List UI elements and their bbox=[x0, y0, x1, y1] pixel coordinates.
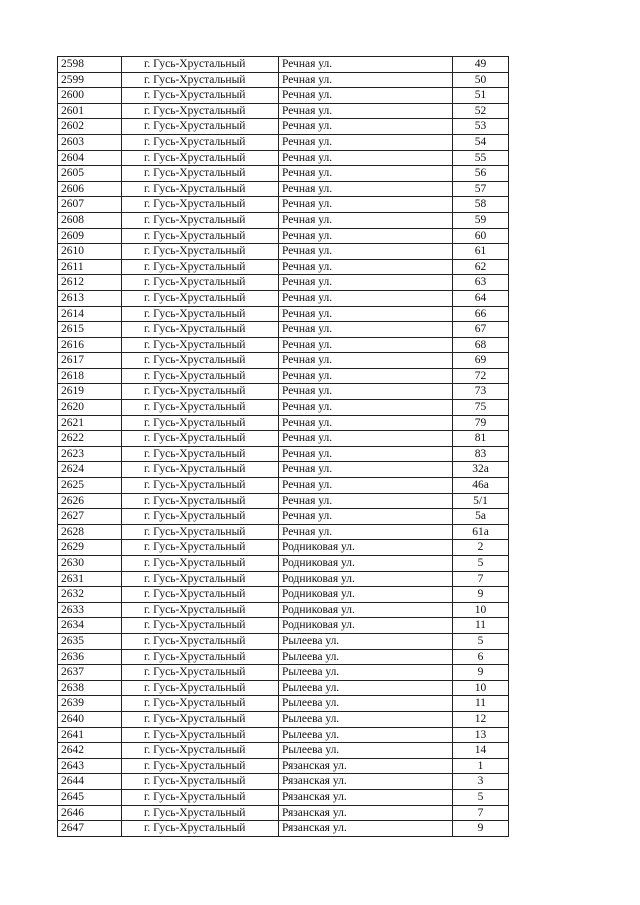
record-number-cell: 2622 bbox=[58, 431, 122, 447]
table-row bbox=[58, 524, 509, 540]
city-cell: г. Гусь-Хрустальный bbox=[122, 212, 279, 228]
table-row bbox=[58, 306, 509, 322]
street-cell: Речная ул. bbox=[279, 353, 453, 369]
street-cell: Речная ул. bbox=[279, 88, 453, 104]
city-cell: г. Гусь-Хрустальный bbox=[122, 758, 279, 774]
street-cell: Рылеева ул. bbox=[279, 711, 453, 727]
record-number-cell: 2605 bbox=[58, 166, 122, 182]
street-cell: Речная ул. bbox=[279, 337, 453, 353]
city-cell: г. Гусь-Хрустальный bbox=[122, 462, 279, 478]
street-cell: Речная ул. bbox=[279, 446, 453, 462]
table-row bbox=[58, 540, 509, 556]
table-row bbox=[58, 228, 509, 244]
city-cell: г. Гусь-Хрустальный bbox=[122, 57, 279, 73]
city-cell: г. Гусь-Хрустальный bbox=[122, 353, 279, 369]
record-number-cell: 2609 bbox=[58, 228, 122, 244]
city-cell: г. Гусь-Хрустальный bbox=[122, 540, 279, 556]
record-number-cell: 2643 bbox=[58, 758, 122, 774]
city-cell: г. Гусь-Хрустальный bbox=[122, 727, 279, 743]
table-row bbox=[58, 587, 509, 603]
street-cell: Речная ул. bbox=[279, 462, 453, 478]
city-cell: г. Гусь-Хрустальный bbox=[122, 665, 279, 681]
table-row bbox=[58, 353, 509, 369]
city-cell: г. Гусь-Хрустальный bbox=[122, 72, 279, 88]
record-number-cell: 2625 bbox=[58, 478, 122, 494]
table-row bbox=[58, 478, 509, 494]
city-cell: г. Гусь-Хрустальный bbox=[122, 197, 279, 213]
table-row bbox=[58, 103, 509, 119]
house-number-cell: 5/1 bbox=[453, 493, 509, 509]
city-cell: г. Гусь-Хрустальный bbox=[122, 337, 279, 353]
house-number-cell: 69 bbox=[453, 353, 509, 369]
record-number-cell: 2623 bbox=[58, 446, 122, 462]
street-cell: Речная ул. bbox=[279, 478, 453, 494]
record-number-cell: 2638 bbox=[58, 680, 122, 696]
city-cell: г. Гусь-Хрустальный bbox=[122, 587, 279, 603]
table-row bbox=[58, 166, 509, 182]
street-cell: Речная ул. bbox=[279, 290, 453, 306]
house-number-cell: 56 bbox=[453, 166, 509, 182]
table-row bbox=[58, 774, 509, 790]
house-number-cell: 64 bbox=[453, 290, 509, 306]
record-number-cell: 2644 bbox=[58, 774, 122, 790]
city-cell: г. Гусь-Хрустальный bbox=[122, 290, 279, 306]
city-cell: г. Гусь-Хрустальный bbox=[122, 415, 279, 431]
house-number-cell: 11 bbox=[453, 696, 509, 712]
house-number-cell: 72 bbox=[453, 368, 509, 384]
record-number-cell: 2612 bbox=[58, 275, 122, 291]
house-number-cell: 9 bbox=[453, 665, 509, 681]
table-row bbox=[58, 446, 509, 462]
house-number-cell: 57 bbox=[453, 181, 509, 197]
table-row bbox=[58, 134, 509, 150]
street-cell: Родниковая ул. bbox=[279, 587, 453, 603]
record-number-cell: 2606 bbox=[58, 181, 122, 197]
street-cell: Речная ул. bbox=[279, 431, 453, 447]
street-cell: Речная ул. bbox=[279, 524, 453, 540]
street-cell: Речная ул. bbox=[279, 181, 453, 197]
table-row bbox=[58, 805, 509, 821]
record-number-cell: 2618 bbox=[58, 368, 122, 384]
table-row bbox=[58, 181, 509, 197]
house-number-cell: 3 bbox=[453, 774, 509, 790]
house-number-cell: 51 bbox=[453, 88, 509, 104]
house-number-cell: 7 bbox=[453, 571, 509, 587]
city-cell: г. Гусь-Хрустальный bbox=[122, 88, 279, 104]
record-number-cell: 2639 bbox=[58, 696, 122, 712]
city-cell: г. Гусь-Хрустальный bbox=[122, 789, 279, 805]
street-cell: Рылеева ул. bbox=[279, 665, 453, 681]
house-number-cell: 60 bbox=[453, 228, 509, 244]
city-cell: г. Гусь-Хрустальный bbox=[122, 119, 279, 135]
street-cell: Речная ул. bbox=[279, 212, 453, 228]
city-cell: г. Гусь-Хрустальный bbox=[122, 446, 279, 462]
record-number-cell: 2624 bbox=[58, 462, 122, 478]
street-cell: Рылеева ул. bbox=[279, 680, 453, 696]
record-number-cell: 2610 bbox=[58, 244, 122, 260]
street-cell: Рязанская ул. bbox=[279, 805, 453, 821]
record-number-cell: 2636 bbox=[58, 649, 122, 665]
table-row bbox=[58, 150, 509, 166]
record-number-cell: 2620 bbox=[58, 400, 122, 416]
table-row bbox=[58, 400, 509, 416]
street-cell: Рылеева ул. bbox=[279, 727, 453, 743]
table-row bbox=[58, 322, 509, 338]
street-cell: Рязанская ул. bbox=[279, 821, 453, 837]
record-number-cell: 2633 bbox=[58, 602, 122, 618]
table-row bbox=[58, 290, 509, 306]
record-number-cell: 2611 bbox=[58, 259, 122, 275]
table-row bbox=[58, 556, 509, 572]
record-number-cell: 2635 bbox=[58, 633, 122, 649]
table-row bbox=[58, 743, 509, 759]
street-cell: Родниковая ул. bbox=[279, 602, 453, 618]
street-cell: Речная ул. bbox=[279, 57, 453, 73]
house-number-cell: 11 bbox=[453, 618, 509, 634]
table-row bbox=[58, 696, 509, 712]
street-cell: Речная ул. bbox=[279, 197, 453, 213]
table-row bbox=[58, 711, 509, 727]
street-cell: Речная ул. bbox=[279, 72, 453, 88]
table-row bbox=[58, 368, 509, 384]
record-number-cell: 2629 bbox=[58, 540, 122, 556]
street-cell: Рязанская ул. bbox=[279, 758, 453, 774]
city-cell: г. Гусь-Хрустальный bbox=[122, 696, 279, 712]
house-number-cell: 9 bbox=[453, 587, 509, 603]
table-row bbox=[58, 602, 509, 618]
table-row bbox=[58, 72, 509, 88]
house-number-cell: 10 bbox=[453, 602, 509, 618]
street-cell: Речная ул. bbox=[279, 275, 453, 291]
city-cell: г. Гусь-Хрустальный bbox=[122, 821, 279, 837]
city-cell: г. Гусь-Хрустальный bbox=[122, 649, 279, 665]
record-number-cell: 2641 bbox=[58, 727, 122, 743]
house-number-cell: 58 bbox=[453, 197, 509, 213]
table-row bbox=[58, 509, 509, 525]
house-number-cell: 61 bbox=[453, 244, 509, 260]
table-row bbox=[58, 571, 509, 587]
house-number-cell: 6 bbox=[453, 649, 509, 665]
city-cell: г. Гусь-Хрустальный bbox=[122, 322, 279, 338]
street-cell: Рязанская ул. bbox=[279, 789, 453, 805]
street-cell: Речная ул. bbox=[279, 384, 453, 400]
city-cell: г. Гусь-Хрустальный bbox=[122, 400, 279, 416]
record-number-cell: 2603 bbox=[58, 134, 122, 150]
street-cell: Речная ул. bbox=[279, 415, 453, 431]
city-cell: г. Гусь-Хрустальный bbox=[122, 524, 279, 540]
street-cell: Речная ул. bbox=[279, 509, 453, 525]
house-number-cell: 49 bbox=[453, 57, 509, 73]
table-row bbox=[58, 727, 509, 743]
record-number-cell: 2634 bbox=[58, 618, 122, 634]
street-cell: Речная ул. bbox=[279, 228, 453, 244]
street-cell: Рылеева ул. bbox=[279, 743, 453, 759]
record-number-cell: 2600 bbox=[58, 88, 122, 104]
record-number-cell: 2637 bbox=[58, 665, 122, 681]
city-cell: г. Гусь-Хрустальный bbox=[122, 166, 279, 182]
city-cell: г. Гусь-Хрустальный bbox=[122, 181, 279, 197]
record-number-cell: 2628 bbox=[58, 524, 122, 540]
city-cell: г. Гусь-Хрустальный bbox=[122, 150, 279, 166]
table-row bbox=[58, 197, 509, 213]
city-cell: г. Гусь-Хрустальный bbox=[122, 633, 279, 649]
record-number-cell: 2632 bbox=[58, 587, 122, 603]
house-number-cell: 62 bbox=[453, 259, 509, 275]
street-cell: Рязанская ул. bbox=[279, 774, 453, 790]
table-row bbox=[58, 275, 509, 291]
house-number-cell: 63 bbox=[453, 275, 509, 291]
record-number-cell: 2645 bbox=[58, 789, 122, 805]
house-number-cell: 55 bbox=[453, 150, 509, 166]
street-cell: Речная ул. bbox=[279, 119, 453, 135]
city-cell: г. Гусь-Хрустальный bbox=[122, 275, 279, 291]
table-row bbox=[58, 337, 509, 353]
street-cell: Родниковая ул. bbox=[279, 540, 453, 556]
street-cell: Речная ул. bbox=[279, 493, 453, 509]
address-table bbox=[57, 56, 509, 837]
house-number-cell: 13 bbox=[453, 727, 509, 743]
record-number-cell: 2626 bbox=[58, 493, 122, 509]
street-cell: Речная ул. bbox=[279, 306, 453, 322]
record-number-cell: 2615 bbox=[58, 322, 122, 338]
record-number-cell: 2621 bbox=[58, 415, 122, 431]
record-number-cell: 2616 bbox=[58, 337, 122, 353]
house-number-cell: 1 bbox=[453, 758, 509, 774]
street-cell: Речная ул. bbox=[279, 134, 453, 150]
city-cell: г. Гусь-Хрустальный bbox=[122, 368, 279, 384]
house-number-cell: 75 bbox=[453, 400, 509, 416]
city-cell: г. Гусь-Хрустальный bbox=[122, 384, 279, 400]
house-number-cell: 7 bbox=[453, 805, 509, 821]
record-number-cell: 2598 bbox=[58, 57, 122, 73]
house-number-cell: 66 bbox=[453, 306, 509, 322]
street-cell: Речная ул. bbox=[279, 400, 453, 416]
table-row bbox=[58, 212, 509, 228]
street-cell: Речная ул. bbox=[279, 166, 453, 182]
house-number-cell: 5 bbox=[453, 633, 509, 649]
house-number-cell: 59 bbox=[453, 212, 509, 228]
city-cell: г. Гусь-Хрустальный bbox=[122, 306, 279, 322]
house-number-cell: 79 bbox=[453, 415, 509, 431]
city-cell: г. Гусь-Хрустальный bbox=[122, 774, 279, 790]
house-number-cell: 5а bbox=[453, 509, 509, 525]
house-number-cell: 46а bbox=[453, 478, 509, 494]
city-cell: г. Гусь-Хрустальный bbox=[122, 602, 279, 618]
street-cell: Родниковая ул. bbox=[279, 571, 453, 587]
table-row bbox=[58, 665, 509, 681]
record-number-cell: 2608 bbox=[58, 212, 122, 228]
house-number-cell: 50 bbox=[453, 72, 509, 88]
street-cell: Речная ул. bbox=[279, 322, 453, 338]
city-cell: г. Гусь-Хрустальный bbox=[122, 743, 279, 759]
city-cell: г. Гусь-Хрустальный bbox=[122, 134, 279, 150]
house-number-cell: 12 bbox=[453, 711, 509, 727]
record-number-cell: 2617 bbox=[58, 353, 122, 369]
table-row bbox=[58, 384, 509, 400]
record-number-cell: 2631 bbox=[58, 571, 122, 587]
record-number-cell: 2602 bbox=[58, 119, 122, 135]
table-row bbox=[58, 649, 509, 665]
city-cell: г. Гусь-Хрустальный bbox=[122, 478, 279, 494]
house-number-cell: 5 bbox=[453, 556, 509, 572]
address-table-body bbox=[58, 57, 509, 837]
record-number-cell: 2607 bbox=[58, 197, 122, 213]
house-number-cell: 54 bbox=[453, 134, 509, 150]
table-row bbox=[58, 633, 509, 649]
record-number-cell: 2630 bbox=[58, 556, 122, 572]
house-number-cell: 53 bbox=[453, 119, 509, 135]
house-number-cell: 67 bbox=[453, 322, 509, 338]
house-number-cell: 10 bbox=[453, 680, 509, 696]
house-number-cell: 32а bbox=[453, 462, 509, 478]
record-number-cell: 2599 bbox=[58, 72, 122, 88]
record-number-cell: 2627 bbox=[58, 509, 122, 525]
street-cell: Речная ул. bbox=[279, 259, 453, 275]
city-cell: г. Гусь-Хрустальный bbox=[122, 228, 279, 244]
table-row bbox=[58, 758, 509, 774]
house-number-cell: 9 bbox=[453, 821, 509, 837]
table-row bbox=[58, 244, 509, 260]
record-number-cell: 2647 bbox=[58, 821, 122, 837]
street-cell: Речная ул. bbox=[279, 244, 453, 260]
house-number-cell: 68 bbox=[453, 337, 509, 353]
table-row bbox=[58, 119, 509, 135]
city-cell: г. Гусь-Хрустальный bbox=[122, 493, 279, 509]
table-row bbox=[58, 57, 509, 73]
table-row bbox=[58, 431, 509, 447]
record-number-cell: 2646 bbox=[58, 805, 122, 821]
table-row bbox=[58, 259, 509, 275]
street-cell: Речная ул. bbox=[279, 103, 453, 119]
house-number-cell: 83 bbox=[453, 446, 509, 462]
street-cell: Родниковая ул. bbox=[279, 618, 453, 634]
city-cell: г. Гусь-Хрустальный bbox=[122, 244, 279, 260]
street-cell: Рылеева ул. bbox=[279, 649, 453, 665]
table-row bbox=[58, 618, 509, 634]
street-cell: Рылеева ул. bbox=[279, 696, 453, 712]
house-number-cell: 14 bbox=[453, 743, 509, 759]
city-cell: г. Гусь-Хрустальный bbox=[122, 680, 279, 696]
record-number-cell: 2619 bbox=[58, 384, 122, 400]
house-number-cell: 52 bbox=[453, 103, 509, 119]
city-cell: г. Гусь-Хрустальный bbox=[122, 805, 279, 821]
record-number-cell: 2601 bbox=[58, 103, 122, 119]
table-row bbox=[58, 789, 509, 805]
city-cell: г. Гусь-Хрустальный bbox=[122, 509, 279, 525]
house-number-cell: 73 bbox=[453, 384, 509, 400]
record-number-cell: 2614 bbox=[58, 306, 122, 322]
house-number-cell: 2 bbox=[453, 540, 509, 556]
table-row bbox=[58, 462, 509, 478]
house-number-cell: 61а bbox=[453, 524, 509, 540]
record-number-cell: 2642 bbox=[58, 743, 122, 759]
city-cell: г. Гусь-Хрустальный bbox=[122, 556, 279, 572]
city-cell: г. Гусь-Хрустальный bbox=[122, 259, 279, 275]
table-row bbox=[58, 493, 509, 509]
house-number-cell: 5 bbox=[453, 789, 509, 805]
table-row bbox=[58, 415, 509, 431]
city-cell: г. Гусь-Хрустальный bbox=[122, 618, 279, 634]
street-cell: Речная ул. bbox=[279, 150, 453, 166]
street-cell: Родниковая ул. bbox=[279, 556, 453, 572]
house-number-cell: 81 bbox=[453, 431, 509, 447]
city-cell: г. Гусь-Хрустальный bbox=[122, 571, 279, 587]
table-row bbox=[58, 680, 509, 696]
record-number-cell: 2613 bbox=[58, 290, 122, 306]
city-cell: г. Гусь-Хрустальный bbox=[122, 711, 279, 727]
record-number-cell: 2640 bbox=[58, 711, 122, 727]
table-row bbox=[58, 821, 509, 837]
street-cell: Рылеева ул. bbox=[279, 633, 453, 649]
record-number-cell: 2604 bbox=[58, 150, 122, 166]
table-row bbox=[58, 88, 509, 104]
street-cell: Речная ул. bbox=[279, 368, 453, 384]
city-cell: г. Гусь-Хрустальный bbox=[122, 431, 279, 447]
city-cell: г. Гусь-Хрустальный bbox=[122, 103, 279, 119]
